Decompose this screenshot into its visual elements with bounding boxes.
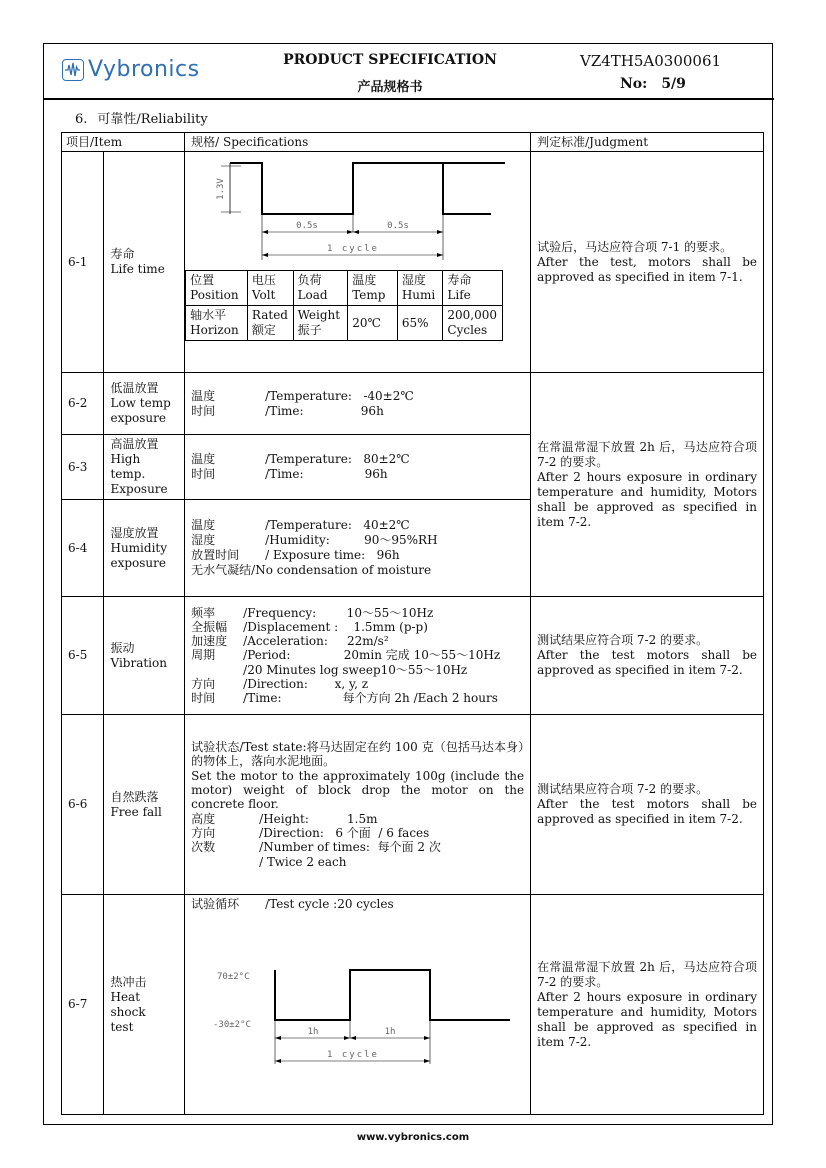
table-header-row [62,133,764,152]
header-spec: 规格/ Specifications [185,133,531,152]
life-value-load: Weight 振子 [293,306,348,341]
item-id: 6-4 [62,500,104,597]
high-temp-label: 70±2°C [217,972,250,982]
judgment-en: After 2 hours exposure in ordinary temperature and humidity, Motors shall be approved as specified in item 7-2. [537,989,757,1049]
spec-cell: 温度 /Temperature: 40±2℃ 湿度 /Humidity: 90～95%RH 放置时间 / Exposure time: 96h 无水气凝结/No condensation of moisture [185,500,531,597]
page-number-value: 5/9 [661,76,686,92]
life-col-humi: 湿度 Humi [397,271,443,306]
low-temp-label: -30±2°C [213,1020,252,1030]
section-title: 可靠性/Reliability [97,112,208,127]
spec-cell: 试验状态/Test state:将马达固定在约 100 克（包括马达本身）的物体上，落向水泥地面。 Set the motor to the approximately 100g (include the motor) weight of block drop the motor on the concrete floor. 高度 /Height: 1.5m 方向 /Direction: 6 个面 / 6 faces 次数 /Number of times: 每个面 2 次 / Twice 2 each [185,715,531,895]
judgment-cell [531,895,764,1115]
section-heading [75,108,218,127]
item-name: 自然跌落 Free fall [104,715,185,895]
judgment-cn: 在常温常湿下放置 2h 后，马达应符合项 7-2 的要求。 [537,439,757,469]
judgment-en: After 2 hours exposure in ordinary temperature and humidity, Motors shall be approved as specified in item 7-2. [537,469,757,529]
judgment-cn: 测试结果应符合项 7-2 的要求。 [537,633,709,647]
page-number-label: No: [620,76,648,92]
table-row [62,895,764,1115]
spec-cell [185,152,531,373]
judgment-cn: 试验后，马达应符合项 7-1 的要求。 [537,239,733,254]
time-label-1: 0.5s [296,221,319,231]
item-name: 低温放置 Low temp exposure [104,373,185,435]
item-name: 湿度放置 Humidity exposure [104,500,185,597]
table-row [62,597,764,715]
logo-text: Vybronics [88,57,200,82]
item-name-en: Life time [110,262,165,276]
judgment-en: After the test, motors shall be approved as specified in item 7-1. [537,254,757,284]
spec-cell: 试验循环 /Test cycle :20 cycles 70±2°C -30±2°C 1h 1h 1 cycle [185,895,531,1115]
document-title-cn: 产品规格书 [357,80,423,95]
life-value-temp: 20℃ [348,306,398,341]
life-value-row [186,306,503,341]
table-row [62,373,764,435]
header-judgment: 判定标准/Judgment [531,133,764,152]
cycle-label: 1 cycle [327,1050,380,1060]
page-number [620,76,686,92]
life-conditions-table [185,270,503,341]
judgment-en: After the test motors shall be approved as specified in item 7-2. [537,797,757,826]
life-cycle-waveform [185,152,528,270]
heat-shock-waveform [185,914,528,1110]
header-item: 项目/Item [62,133,185,152]
item-name: 热冲击 Heat shock test [104,895,185,1115]
judgment-cn: 在常温常湿下放置 2h 后，马达应符合项 7-2 的要求。 [537,959,757,989]
life-header-row [186,271,503,306]
item-id: 6-3 [62,435,104,500]
judgment-cell [531,597,764,715]
judgment-cn: 测试结果应符合项 7-2 的要求。 [537,782,709,796]
life-col-temp: 温度 Temp [348,271,398,306]
document-title-en: PRODUCT SPECIFICATION [283,52,497,68]
item-name [104,152,185,373]
item-id: 6-5 [62,597,104,715]
life-col-load: 负荷 Load [293,271,348,306]
time-label-2: 1h [384,1027,396,1037]
judgment-cell [531,715,764,895]
item-id: 6-6 [62,715,104,895]
life-value-volt: Rated 额定 [247,306,293,341]
header-rule [43,98,774,100]
item-id: 6-7 [62,895,104,1115]
life-value-humi: 65% [397,306,443,341]
spec-cell: 频率 /Frequency: 10～55～10Hz 全振幅 /Displacement : 1.5mm (p-p) 加速度 /Acceleration: 22m/s² 周期 /Period: 20min 完成 10～55～10Hz /20 Minutes log sweep10～55～10Hz 方向 /Direction: x, y, z 时间 /Time: 每个方向 2h /Each 2 hours [185,597,531,715]
time-label-1: 1h [307,1027,319,1037]
table-row [62,152,764,373]
judgment-cell [531,152,764,373]
footer-url: www.vybronics.com [356,1132,470,1143]
life-value-life: 200,000 Cycles [443,306,503,341]
item-name: 振动 Vibration [104,597,185,715]
item-name: 高温放置 High temp. Exposure [104,435,185,500]
spec-cell: 温度 /Temperature: 80±2℃ 时间 /Time: 96h [185,435,531,500]
item-id: 6-1 [62,152,104,373]
section-number: 6. [75,112,88,127]
item-id: 6-2 [62,373,104,435]
life-col-volt: 电压 Volt [247,271,293,306]
judgment-cell [531,373,764,597]
item-name-cn: 寿命 [110,247,135,261]
table-row [62,715,764,895]
cycle-label: 1 cycle [327,244,380,254]
time-label-2: 0.5s [387,221,410,231]
company-logo [62,57,200,82]
logo-wave-icon [62,59,84,81]
reliability-table [61,132,764,1115]
life-col-position: 位置 Position [186,271,248,306]
spec-cell: 温度 /Temperature: -40±2℃ 时间 /Time: 96h [185,373,531,435]
life-value-position: 轴水平 Horizon [186,306,248,341]
voltage-label: 1.3V [216,178,227,200]
life-col-life: 寿命 Life [443,271,503,306]
judgment-en: After the test motors shall be approved as specified in item 7-2. [537,648,757,677]
document-number: VZ4TH5A0300061 [580,52,722,70]
